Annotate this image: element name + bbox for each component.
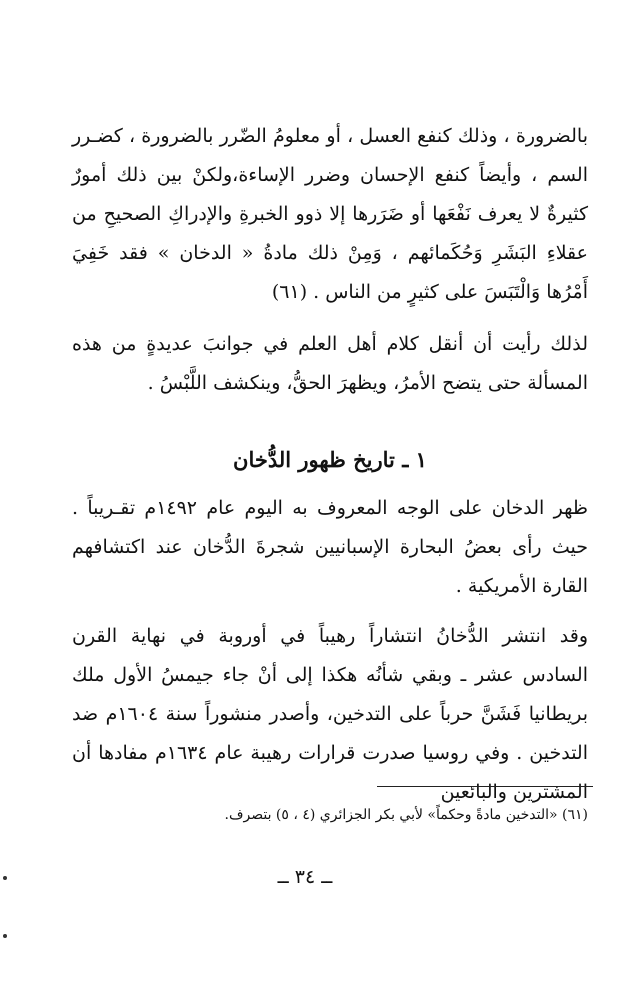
scan-speck	[3, 876, 7, 880]
paragraph-text: وقد انتشر الدُّخانُ انتشاراً رهيباً في أوروبة في نهاية القرن السادس عشر ـ وبقي شأنُه هكذا إلى أنْ جاء جيمسُ الأول ملك بريطانيا فَشَنَّ حرباً على التدخين، وأصدر منشوراً سنة ١٦٠٤م ضد التدخين . وفي روسيا صدرت قرارات رهيبة عام ١٦٣٤م مفادها أن المشترين والبائعين	[72, 625, 588, 803]
body-paragraph-2	[72, 325, 588, 403]
page-number: ــ ٣٤ ــ	[277, 866, 333, 888]
paragraph-text: لذلك رأيت أن أنقل كلام أهل العلم في جوانبَ عديدةٍ من هذه المسألة حتى يتضح الأمرُ، ويظهرَ الحقُّ، وينكشف اللَّبْسُ .	[72, 333, 588, 394]
section-paragraph-1	[72, 489, 588, 606]
paragraph-text: ظهر الدخان على الوجه المعروف به اليوم عام ١٤٩٢م تقـريباً . حيث رأى بعضُ البحارة الإسبانيين شجرةَ الدُّخان عند اكتشافهم القارة الأمريكية .	[72, 497, 588, 597]
paragraph-text: بالضرورة ، وذلك كنفع العسل ، أو معلومُ الضّرر بالضرورة ، كضـرر السم ، وأيضاً كنفع الإحسان وضرر الإساءة،ولكنْ بين ذلك أمورٌ كثيرةٌ لا يعرف نَفْعَها أو ضَرَرها إلا ذوو الخبرةِ والإدراكِ الصحيحِ من عقلاءِ البَشَرِ وَحُكَمائهم ، وَمِنْ ذلك مادةُ « الدخان » فقد خَفِيَ أَمْرُها وَالْتَبَسَ على كثيرٍ من الناس . (٦١)	[72, 125, 588, 303]
footnote-divider	[377, 786, 593, 787]
footnote: (٦١) «التدخين مادةً وحكماً» لأبي بكر الجزائري (٤ ، ٥) بتصرف.	[224, 807, 588, 823]
section-heading: ١ ـ تاريخ ظهور الدُّخان	[233, 447, 427, 472]
scan-speck	[3, 934, 7, 938]
section-paragraph-2	[72, 617, 588, 812]
body-paragraph-1	[72, 117, 588, 312]
